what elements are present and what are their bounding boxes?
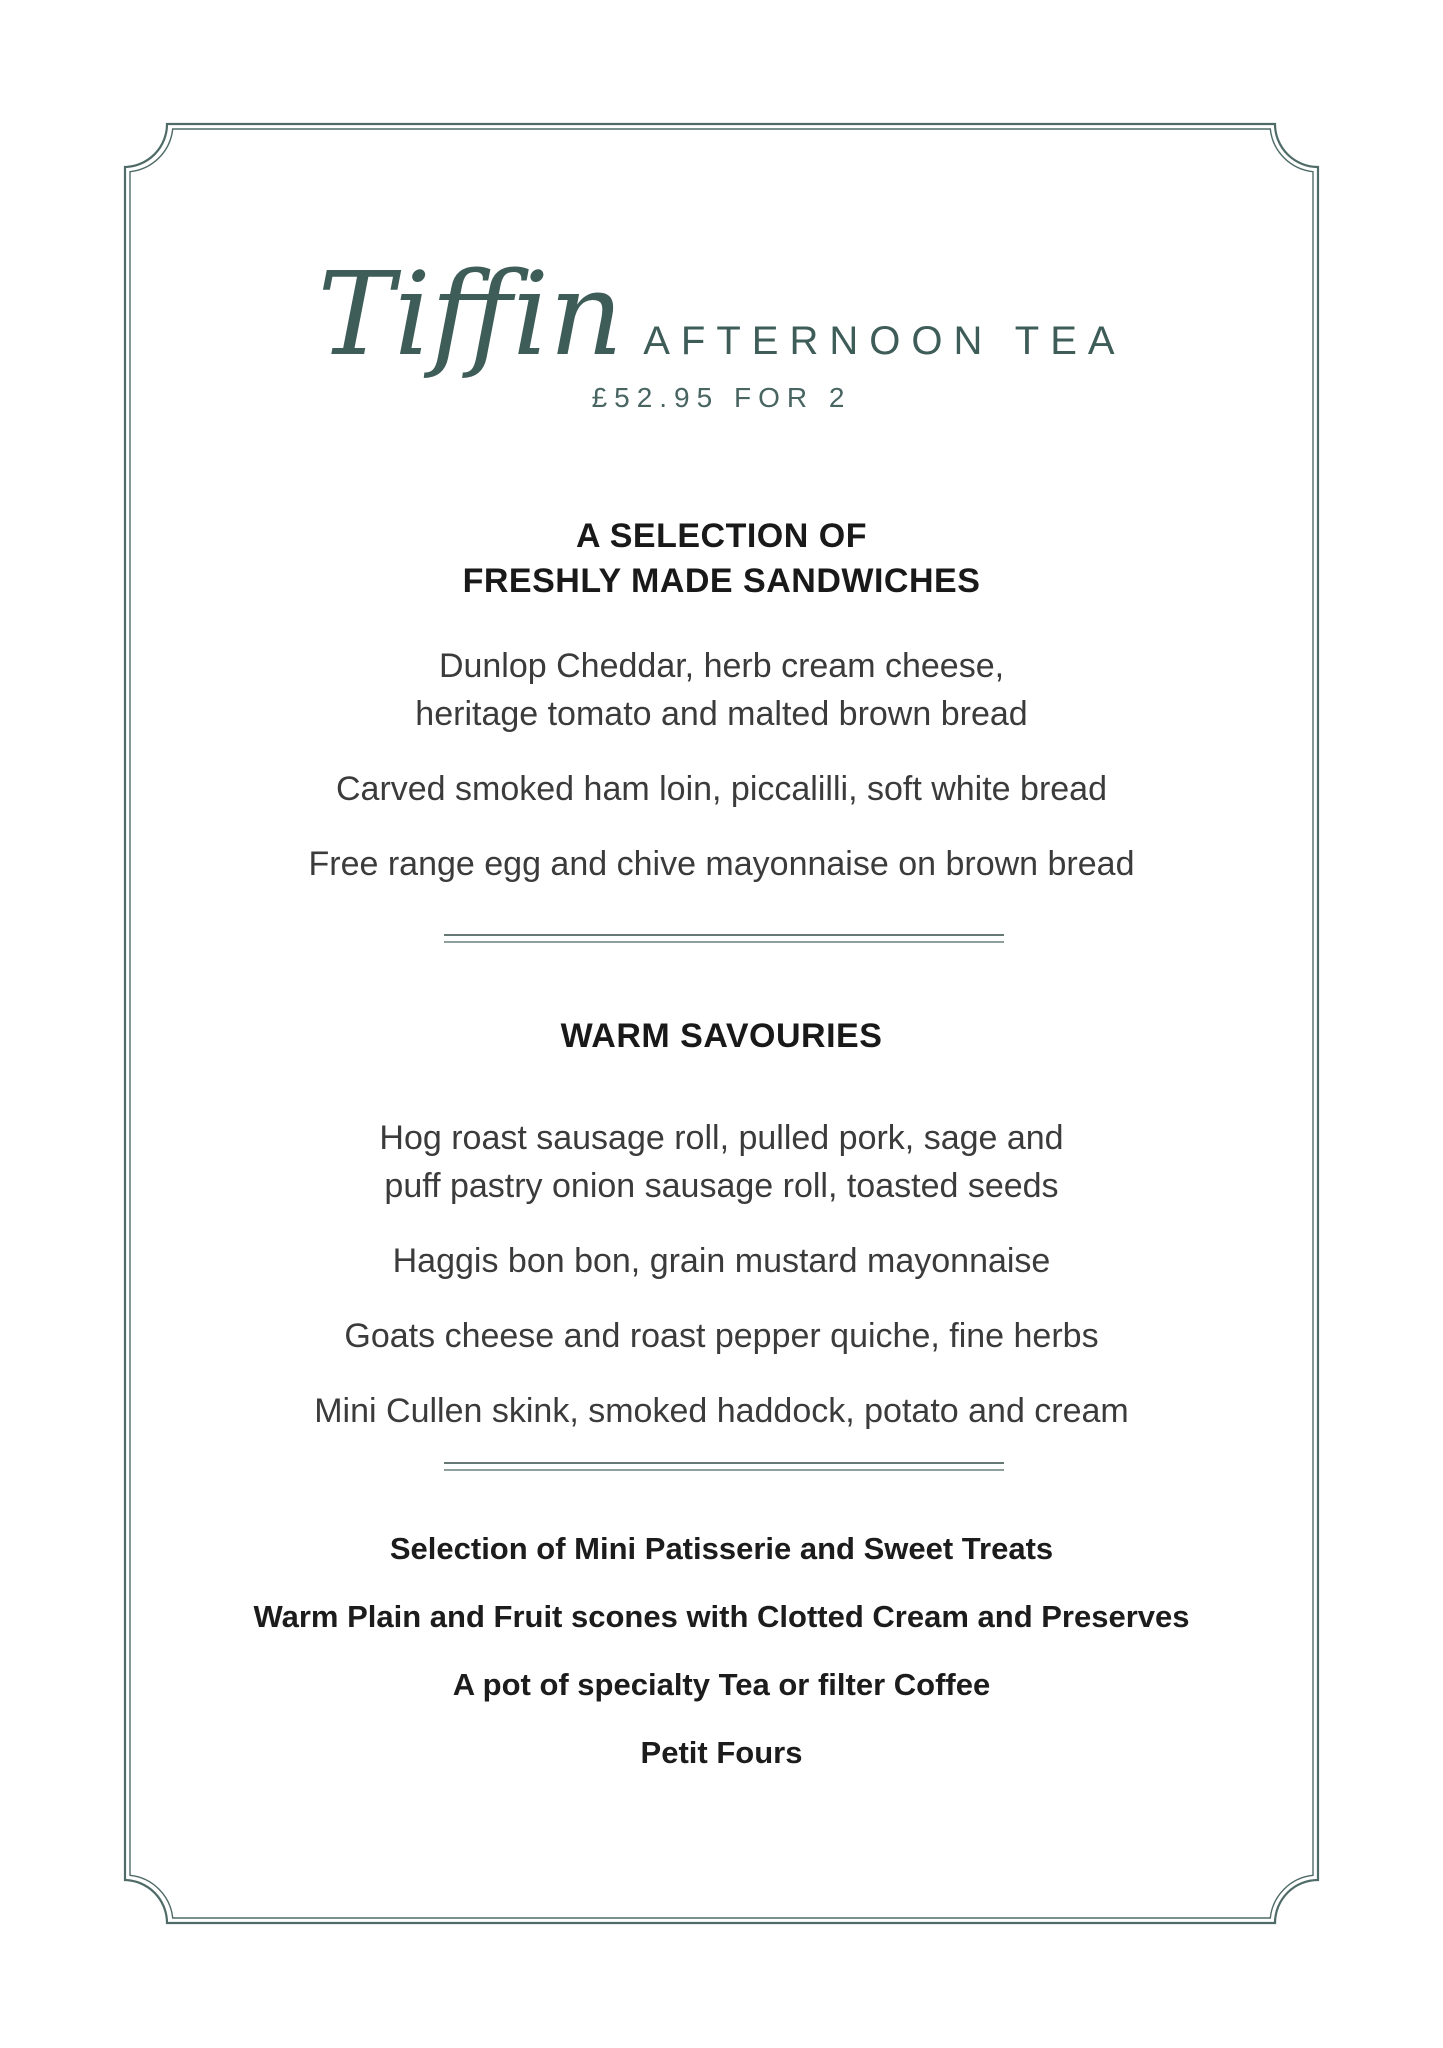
finale-items xyxy=(0,1530,1443,1802)
menu-item-line: Haggis bon bon, grain mustard mayonnaise xyxy=(392,1242,1051,1280)
menu-item xyxy=(0,1312,1443,1360)
menu-item xyxy=(0,840,1443,888)
section-divider xyxy=(444,1462,1004,1471)
menu-item-line: Mini Cullen skink, smoked haddock, potato and cream xyxy=(314,1392,1129,1430)
menu-item-line: heritage tomato and malted brown bread xyxy=(415,695,1028,733)
menu-item-finale: A pot of specialty Tea or filter Coffee xyxy=(452,1667,991,1702)
menu-item-line: puff pastry onion sausage roll, toasted seeds xyxy=(384,1167,1059,1205)
menu-item xyxy=(0,1387,1443,1435)
menu-title: AFTERNOON TEA xyxy=(643,319,1126,363)
warm-savoury-items xyxy=(0,1114,1443,1462)
section-heading-warm-savouries xyxy=(0,1014,1443,1059)
menu-item-finale: Petit Fours xyxy=(640,1735,803,1770)
menu-item xyxy=(0,765,1443,813)
section-heading-line: WARM SAVOURIES xyxy=(560,1017,883,1055)
section-heading-line: A SELECTION OF xyxy=(576,517,867,555)
menu-item-line: Carved smoked ham loin, piccalilli, soft white bread xyxy=(335,770,1107,808)
sandwich-items xyxy=(0,642,1443,915)
section-heading-sandwiches xyxy=(0,514,1443,604)
brand-lockup xyxy=(0,248,1443,382)
menu-item xyxy=(0,1237,1443,1285)
menu-item xyxy=(0,1114,1443,1210)
section-divider xyxy=(444,934,1004,943)
menu-item-line: Hog roast sausage roll, pulled pork, sage and xyxy=(379,1119,1064,1157)
menu-item-finale: Selection of Mini Patisserie and Sweet Treats xyxy=(389,1531,1054,1566)
price-line: £52.95 FOR 2 xyxy=(591,382,852,413)
menu-item-line: Goats cheese and roast pepper quiche, fine herbs xyxy=(344,1317,1099,1355)
menu-item-finale: Warm Plain and Fruit scones with Clotted Cream and Preserves xyxy=(253,1599,1190,1634)
section-heading-line: FRESHLY MADE SANDWICHES xyxy=(462,562,981,600)
brand-script-logo: Tiffin xyxy=(317,248,624,382)
menu-item-line: Free range egg and chive mayonnaise on brown bread xyxy=(308,845,1135,883)
menu-item xyxy=(0,642,1443,738)
menu-item-line: Dunlop Cheddar, herb cream cheese, xyxy=(438,647,1005,685)
